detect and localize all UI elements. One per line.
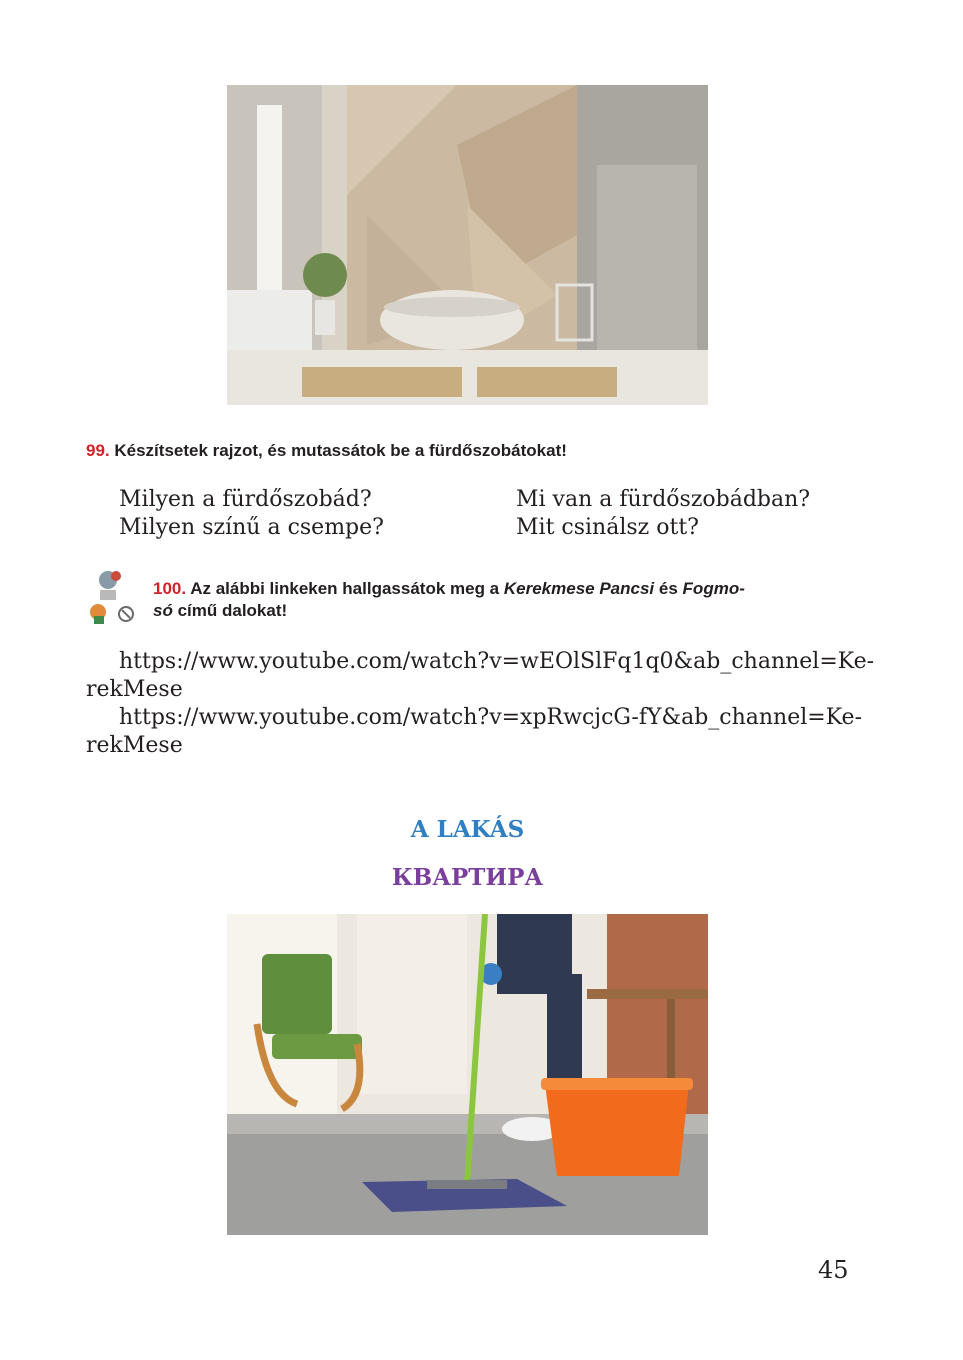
question: Mit csinálsz ott? <box>516 515 699 540</box>
task-text: Készítsetek rajzot, és mutassátok be a fürdőszobátokat! <box>114 441 567 460</box>
youtube-link[interactable]: https://www.youtube.com/watch?v=wEOlSlFq1q0&ab_channel=Ke- <box>119 649 875 674</box>
floor-mopping-photo <box>227 914 708 1235</box>
question: Milyen a fürdőszobád? <box>119 487 372 512</box>
task-number: 99. <box>86 441 110 460</box>
youtube-link-cont[interactable]: rekMese <box>86 677 183 702</box>
task-number: 100. <box>153 579 187 598</box>
song-title: Kerekmese Pancsi <box>503 579 655 598</box>
task-text: Az alábbi linkeken hallgassátok meg a <box>190 579 500 598</box>
task-text: és <box>658 579 678 598</box>
bathroom-photo <box>227 85 708 405</box>
youtube-link[interactable]: https://www.youtube.com/watch?v=xpRwcjcG-fY&ab_channel=Ke- <box>119 705 863 730</box>
question: Mi van a fürdőszobádban? <box>516 487 811 512</box>
song-title: só <box>153 601 173 620</box>
task-99 <box>86 440 567 462</box>
section-title-russian: КВАРТИРА <box>391 864 544 891</box>
music-listening-icon <box>84 566 140 626</box>
song-title: Fogmo- <box>682 579 745 598</box>
task-text: című dalokat! <box>177 601 288 620</box>
youtube-link-cont[interactable]: rekMese <box>86 733 183 758</box>
question: Milyen színű a csempe? <box>119 515 384 540</box>
page-number: 45 <box>818 1256 849 1284</box>
task-100 <box>153 578 853 622</box>
section-title-hungarian: A LAKÁS <box>410 816 525 843</box>
